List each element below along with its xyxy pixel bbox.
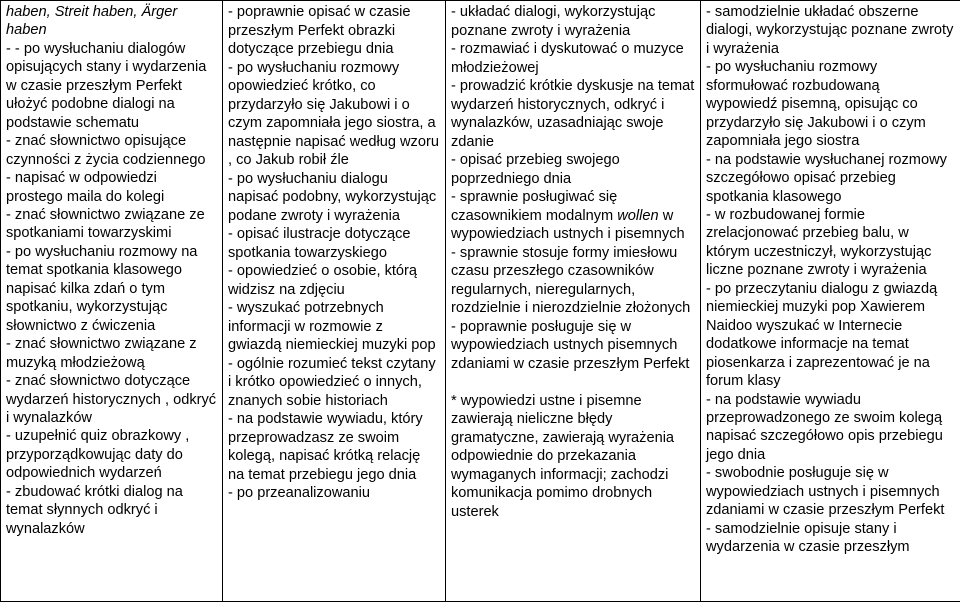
column-3-line-6: - sprawnie stosuje formy imiesłowu czasu przeszłego czasowników regularnych, nieregularnych, rozdzielnie i nierozdzielnie złożonych: [451, 244, 691, 316]
column-1-line-1: haben, Streit haben, Ärger haben: [6, 4, 178, 39]
column-3-line-8: * wypowiedzi ustne i pisemne zawierają nieliczne błędy gramatyczne, zawierają wyrażenia odpowiednie do przekazania wymaganych informacji; zachodzi komunikacja pomimo drobnych usterek: [451, 392, 675, 520]
column-3-text: [451, 3, 695, 521]
column-3-line-2: - rozmawiać i dyskutować o muzyce młodzieżowej: [451, 41, 684, 76]
column-1-line-5: - znać słownictwo związane ze spotkaniami towarzyskimi: [6, 206, 205, 242]
table-row: [1, 1, 960, 602]
column-2-line-1: - poprawnie opisać w czasie przeszłym Perfekt obrazki dotyczące przebiegu dnia: [228, 4, 411, 57]
table-cell-column-4: [701, 1, 960, 602]
column-2-line-5: - opowiedzieć o osobie, którą widzisz na zdjęciu: [228, 263, 418, 298]
table-cell-column-2: [223, 1, 446, 602]
column-4-text: [706, 3, 955, 557]
column-2-line-8: - na podstawie wywiadu, który przeprowadzasz ze swoim kolegą, napisać krótką relację na temat przebiegu jego dnia: [228, 411, 423, 483]
column-4-line-1: - samodzielnie układać obszerne dialogi, wykorzystując poznane zwroty i wyrażenia: [706, 4, 954, 57]
column-1-line-6: - po wysłuchaniu rozmowy na temat spotkania klasowego napisać kilka zdań o tym spotkaniu, wykorzystując słownictwo z ćwiczenia: [6, 243, 198, 334]
column-4-line-3: - na podstawie wysłuchanej rozmowy szczegółowo opisać przebieg spotkania klasowego: [706, 151, 947, 205]
column-3-line-4: - opisać przebieg swojego poprzedniego dnia: [451, 152, 620, 187]
column-1-line-7: - znać słownictwo związane z muzyką młodzieżową: [6, 336, 197, 371]
column-1-line-8: - znać słownictwo dotyczące wydarzeń historycznych , odkryć i wynalazków: [6, 373, 217, 426]
column-1-line-4: - napisać w odpowiedzi prostego maila do kolegi: [6, 170, 165, 205]
column-3-line-7: - poprawnie posługuje się w wypowiedziach ustnych pisemnych zdaniami w czasie przeszłym Perfekt: [451, 318, 690, 372]
column-1-line-10: - zbudować krótki dialog na temat słynnych odkryć i wynalazków: [6, 483, 183, 537]
column-2-line-6: - wyszukać potrzebnych informacji w rozmowie z gwiazdą niemieckiej muzyki pop: [228, 300, 436, 353]
table-cell-column-3: [446, 1, 701, 602]
column-3-italic-word: wollen: [617, 207, 659, 224]
column-4-line-4: - w rozbudowanej formie zrelacjonować przebieg balu, w którym uczestniczył, wykorzystując liczne poznane zwroty i wyrażenia: [706, 206, 932, 279]
column-1-line-2: - - po wysłuchaniu dialogów opisujących stany i wydarzenia w czasie przeszłym Perfekt ułożyć podobne dialogi na podstawie schematu: [6, 40, 207, 131]
column-2-line-9: - po przeanalizowaniu: [228, 485, 370, 501]
column-4-line-8: - samodzielnie opisuje stany i wydarzenia w czasie przeszłym: [706, 520, 910, 556]
column-4-line-6: - na podstawie wywiadu przeprowadzonego ze swoim kolegą napisać szczegółowo opis przebiegu jego dnia: [706, 391, 943, 463]
column-4-line-5: - po przeczytaniu dialogu z gwiazdą niemieckiej muzyki pop Xawierem Naidoo wyszukać w Internecie dodatkowe informacje na temat piosenkarza i zaprezentować je na forum klasy: [706, 280, 938, 390]
table-cell-column-1: [1, 1, 223, 602]
column-4-line-2: - po wysłuchaniu rozmowy sformułować rozbudowaną wypowiedź pisemną, opisując co przydarzyło się Jakubowi i o czym zapomniała jego siostra: [706, 59, 926, 150]
column-1-line-3: - znać słownictwo opisujące czynności z życia codziennego: [6, 133, 206, 168]
column-1-line-9: - uzupełnić quiz obrazkowy , przyporządkowując daty do odpowiednich wydarzeń: [6, 428, 190, 482]
column-3-line-3: - prowadzić krótkie dyskusje na temat wydarzeń historycznych, odkryć i wynalazków, uzasadniając swoje zdanie: [451, 78, 695, 150]
column-3-line-1: - układać dialogi, wykorzystując poznane zwroty i wyrażenia: [451, 4, 656, 39]
column-3-line-5: - sprawnie posługiwać się czasownikiem modalnym: [451, 189, 618, 224]
column-2-line-3: - po wysłuchaniu dialogu napisać podobny, wykorzystując podane zwroty i wyrażenia: [228, 170, 437, 224]
column-2-line-4: - opisać ilustracje dotyczące spotkania towarzyskiego: [228, 226, 411, 261]
column-2-line-2: - po wysłuchaniu rozmowy opowiedzieć krótko, co przydarzyło się Jakubowi i o czym zapomniała jego siostra, a następnie napisać według wzoru , co Jakub robił źle: [228, 59, 439, 168]
column-1-text: [6, 3, 217, 538]
column-3-line-5-end: w wypowiedziach ustnych i pisemnych: [451, 207, 685, 242]
column-2-text: [228, 3, 440, 503]
column-4-line-7: - swobodnie posługuje się w wypowiedziach ustnych i pisemnych zdaniami w czasie przeszłym Perfekt: [706, 465, 945, 519]
column-2-line-7: - ogólnie rozumieć tekst czytany i krótko opowiedzieć o innych, znanych sobie historiach: [228, 355, 436, 409]
